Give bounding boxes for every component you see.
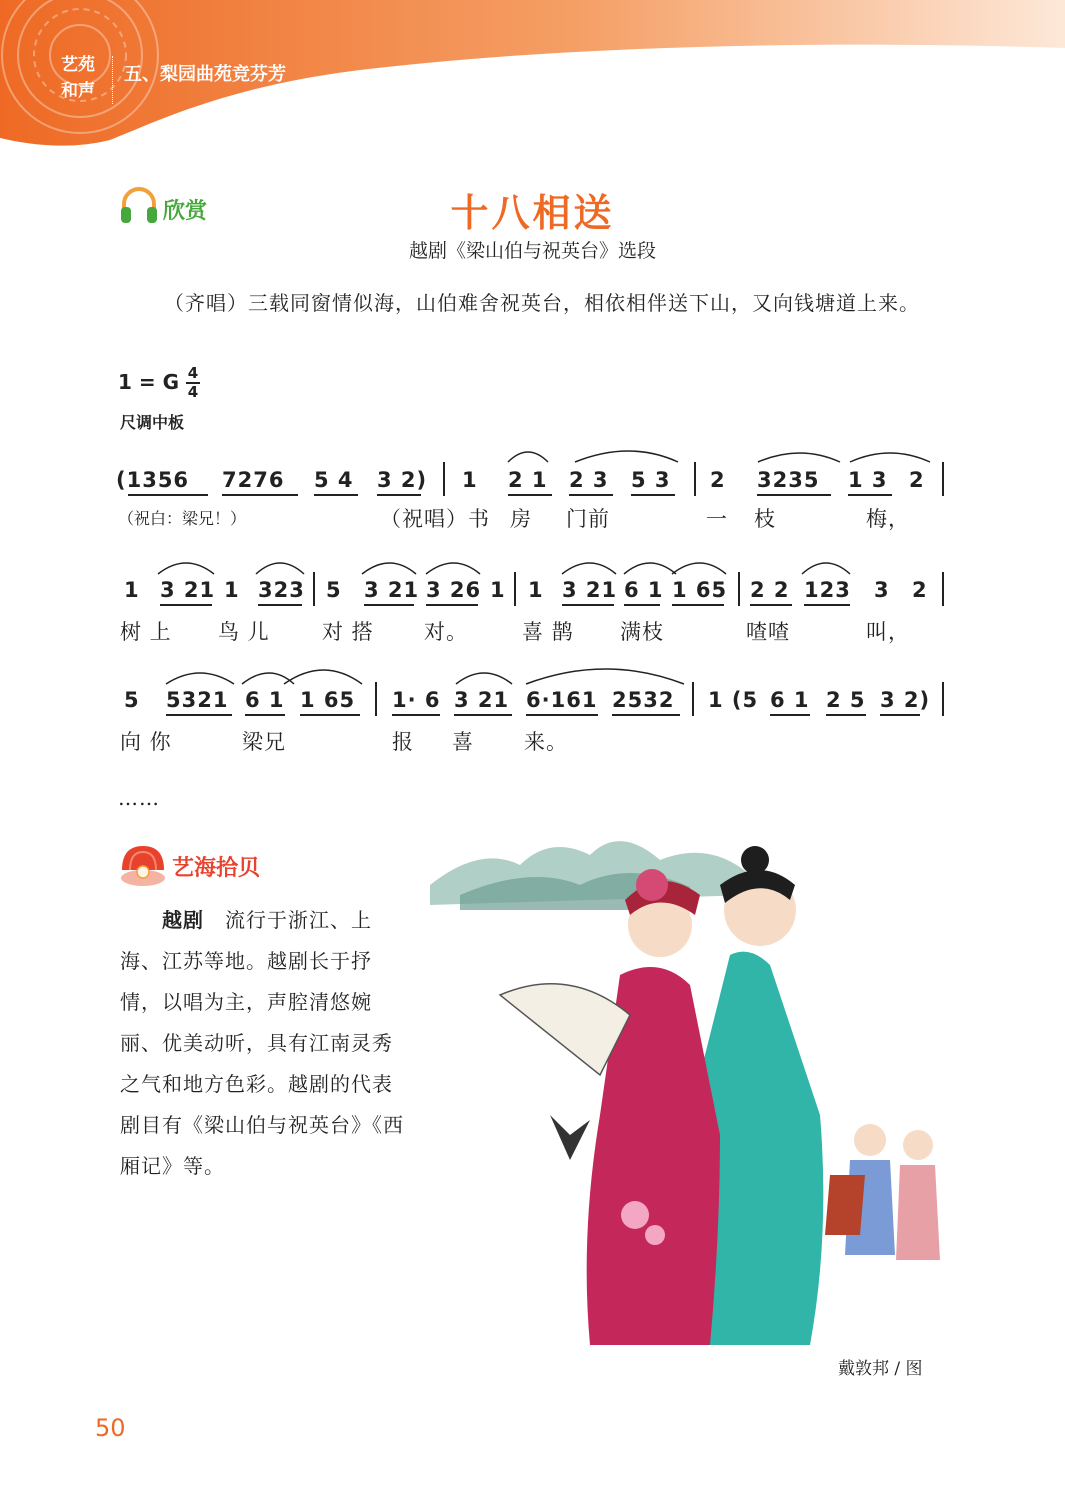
beam-line [454, 714, 512, 716]
header-divider [112, 56, 113, 104]
section-badge-line2: 和声 [61, 81, 95, 101]
lyric: 对。 [424, 620, 468, 644]
note-group: 3 21 [562, 578, 618, 602]
barline [942, 682, 944, 716]
lyric: （祝唱）书 [380, 507, 490, 531]
note-group: 2 [710, 468, 726, 492]
lyric: 梁兄 [242, 730, 286, 754]
note-group: 3 2) [377, 468, 428, 492]
note-group: 2 5 [826, 688, 866, 712]
section-badge-line1: 艺苑 [61, 55, 95, 75]
barline [443, 462, 445, 496]
barline [942, 462, 944, 496]
slur-marks [500, 440, 940, 470]
lyric: 门前 [566, 507, 610, 531]
beam-line [392, 714, 440, 716]
beam-line [770, 714, 810, 716]
beam-line [750, 604, 792, 606]
lyric: 一 [706, 507, 728, 531]
note-group: 5 3 [631, 468, 671, 492]
lyric: 叫， [866, 620, 910, 644]
barline [942, 572, 944, 606]
note-group: 123 [804, 578, 851, 602]
note-group: 1 [224, 578, 240, 602]
beam-line [826, 714, 866, 716]
note-group: 6 1 [770, 688, 810, 712]
note-group: 2 3 [569, 468, 609, 492]
spoken-line: （祝白：梁兄！） [118, 509, 247, 528]
note-group: 7276 [222, 468, 285, 492]
note-group: 2 [912, 578, 928, 602]
article-term: 越剧 [162, 908, 204, 932]
key-signature: 1 = G [118, 370, 180, 394]
chapter-title: 五、梨园曲苑竞芬芳 [124, 64, 286, 85]
time-signature-top: 4 [187, 364, 199, 382]
shell-pearl-icon [118, 842, 168, 888]
beam-line [364, 604, 414, 606]
note-group: 3 21 [364, 578, 420, 602]
beam-line [804, 604, 850, 606]
lyric: 枝 [754, 507, 776, 531]
note-group: 1 [528, 578, 544, 602]
song-subtitle: 越剧《梁山伯与祝英台》选段 [408, 240, 656, 262]
lyric: 喜 鹊 [522, 620, 574, 644]
note-group: 3 21 [160, 578, 216, 602]
note-group: 5321 [166, 688, 229, 712]
note-group: 5 [326, 578, 342, 602]
note-group: (1356 [116, 468, 190, 492]
beam-line [508, 494, 552, 496]
beam-line [757, 494, 831, 496]
beam-line [562, 604, 614, 606]
note-group: 6 1 [624, 578, 664, 602]
note-group: 6 1 [245, 688, 285, 712]
note-group: 3235 [757, 468, 820, 492]
beam-line [672, 604, 724, 606]
lyric: 对 搭 [322, 620, 374, 644]
beam-line [258, 604, 302, 606]
treasure-label: 艺海拾贝 [172, 856, 261, 881]
slur-marks [150, 548, 940, 580]
section-badge [58, 52, 98, 104]
note-group: 2 [909, 468, 925, 492]
note-group: 1 (5 [708, 688, 759, 712]
continuation-mark: …… [118, 786, 160, 810]
lyric: 喜 [452, 730, 474, 754]
note-group: 1 65 [672, 578, 728, 602]
note-group: 323 [258, 578, 305, 602]
note-group: 5 4 [314, 468, 354, 492]
illustration-credit: 戴敦邦 / 图 [838, 1359, 923, 1379]
beam-line [880, 714, 920, 716]
note-group: 1 [462, 468, 478, 492]
tempo-marking: 尺调中板 [120, 413, 185, 432]
note-group: 2532 [612, 688, 675, 712]
note-group: 3 [874, 578, 890, 602]
beam-line [245, 714, 285, 716]
beam-line [222, 494, 298, 496]
lyric: 喳喳 [746, 620, 790, 644]
note-group: 3 2) [880, 688, 931, 712]
beam-line [300, 714, 360, 716]
note-group: 3 21 [454, 688, 510, 712]
lyric: 梅， [866, 507, 910, 531]
note-group: 2 2 [750, 578, 790, 602]
beam-line [569, 494, 613, 496]
song-title: 十八相送 [450, 191, 615, 235]
note-group: 1 [490, 578, 506, 602]
time-signature-bottom: 4 [187, 383, 199, 401]
note-group: 3 26 [426, 578, 482, 602]
beam-line [128, 494, 208, 496]
lyric: 来。 [524, 730, 568, 754]
opera-characters-illustration [420, 815, 960, 1355]
beam-line [377, 494, 421, 496]
note-group: 1 65 [300, 688, 356, 712]
beam-line [166, 714, 232, 716]
intro-lyrics: （齐唱）三载同窗情似海，山伯难舍祝英台，相依相伴送下山，又向钱塘道上来。 [164, 291, 920, 315]
yueju-article [120, 900, 412, 1187]
beam-line [314, 494, 358, 496]
beam-line [631, 494, 675, 496]
lyric: 树 上 [120, 620, 172, 644]
lyric: 满枝 [620, 620, 664, 644]
page-number: 50 [95, 1414, 126, 1442]
beam-line [612, 714, 680, 716]
note-group: 1 3 [848, 468, 888, 492]
lyric: 报 [392, 730, 414, 754]
lyric: 鸟 儿 [218, 620, 270, 644]
appreciate-label: 欣赏 [163, 199, 208, 224]
beam-line [848, 494, 892, 496]
lyric: 房 [510, 507, 532, 531]
beam-line [624, 604, 660, 606]
beam-line [160, 604, 212, 606]
note-group: 6·161 [526, 688, 598, 712]
slur-marks [160, 658, 720, 690]
note-group: 5 [124, 688, 140, 712]
beam-line [526, 714, 598, 716]
time-signature [186, 366, 200, 400]
note-group: 2 1 [508, 468, 548, 492]
note-group: 1· 6 [392, 688, 441, 712]
article-body: 流行于浙江、上海、江苏等地。越剧长于抒情，以唱为主，声腔清悠婉丽、优美动听，具有江南灵秀之气和地方色彩。越剧的代表剧目有《梁山伯与祝英台》《西厢记》等。 [120, 908, 404, 1178]
lyric: 向 你 [120, 730, 172, 754]
note-group: 1 [124, 578, 140, 602]
beam-line [426, 604, 478, 606]
